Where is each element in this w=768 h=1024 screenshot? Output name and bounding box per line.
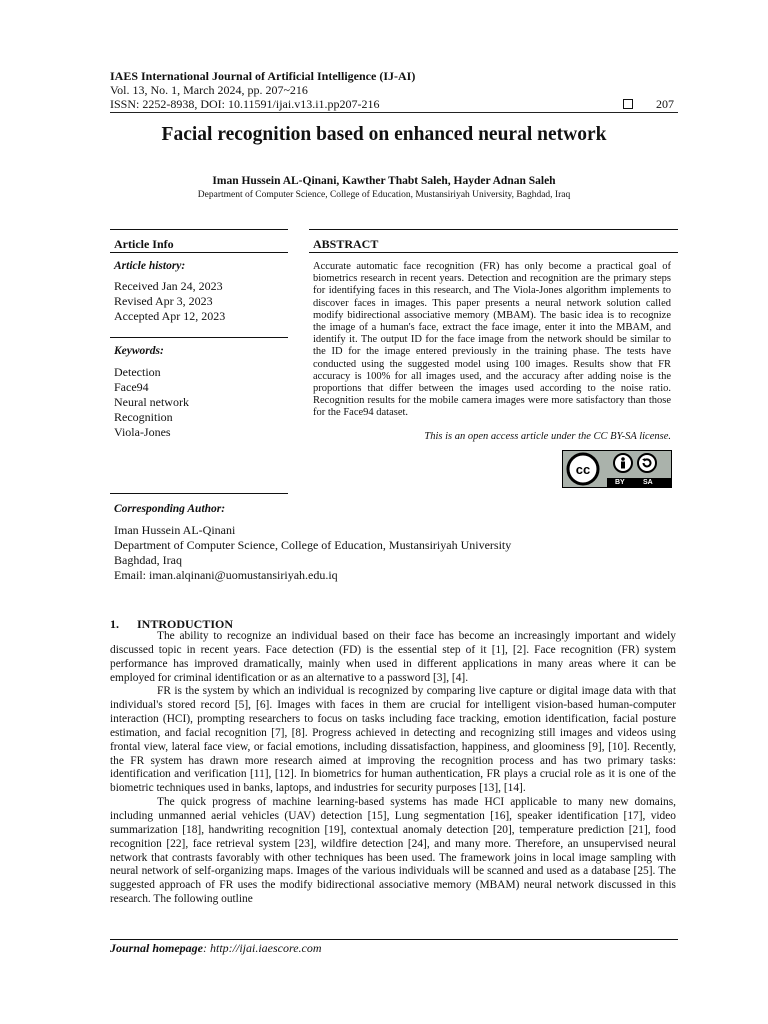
badge-by: BY: [615, 479, 625, 486]
paragraph: The quick progress of machine learning-based systems has made HCI applicable to many new domains, including unmanned aerial vehicles (UAV) detection [15], Lung segmentation [16], speaker identification [17], video summarization [18], handwriting recognition [19], contextual anomaly detection [20], temperature prediction [21], food recognition [22], face retrieval system [23], wildfire detection [24], and many more. Therefore, an unsupervised neural network that contrasts favorably with other techniques has been used. The framework joins in local image sampling with neural network of self-organizing maps. Images of the various individuals will be scanned and used as a database [25]. The suggested approach of FR uses the modify bidirectional associative memory (MBAM) neural network discussed in this research. The following outline: [110, 796, 676, 906]
author-name: Iman Hussein AL-Qinani: [114, 523, 236, 537]
authors: Iman Hussein AL-Qinani, Kawther Thabt Saleh, Hayder Adnan Saleh: [212, 175, 556, 187]
author-city: Baghdad, Iraq: [114, 553, 182, 567]
paragraph: FR is the system by which an individual is recognized by comparing live capture or digital image data with that individual's stored record [5], [6]. Images with faces in them are crucial for intelligent vision-based human-computer interaction (HCI), prompting researchers to focus on tasks including face tracking, emotion identification, facial posture estimation, and facial recognition [7], [8]. Progress achieved in detecting and recognizing still images and videos using frontal view, lateral face view, or facial emotions, including dissatisfaction, happiness, and gloominess [9], [10]. Recently, the FR system has drawn more research aimed at improving the recognition process and has two primary tasks: identification and verification [11], [12]. In biometrics for human authentication, FR plays a crucial role as it is one of the biometric techniques used in banks, laptops, and industries for security purposes [13], [14].: [110, 685, 676, 795]
article-info-bottom-rule: [110, 493, 288, 494]
introduction-body: [110, 630, 676, 907]
paper-title: Facial recognition based on enhanced neural network: [161, 124, 607, 145]
article-info-top-rule: [110, 229, 288, 230]
keywords-label: Keywords:: [114, 345, 164, 357]
corresponding-author-block: [114, 523, 511, 583]
keywords-list: [114, 365, 189, 440]
keyword-item: Detection: [114, 365, 161, 379]
homepage-url[interactable]: : http://ijai.iaescore.com: [203, 941, 322, 955]
history-revised: Revised Apr 3, 2023: [114, 294, 213, 308]
svg-text:cc: cc: [575, 462, 591, 477]
abstract-heading: ABSTRACT: [313, 237, 379, 251]
history-received: Received Jan 24, 2023: [114, 279, 223, 293]
corresponding-author-label: Corresponding Author:: [114, 503, 226, 515]
square-icon: [623, 99, 633, 109]
footer-divider: [110, 939, 678, 940]
author-email[interactable]: Email: iman.alqinani@uomustansiriyah.edu.iq: [114, 568, 338, 582]
affiliation: Department of Computer Science, College of Education, Mustansiriyah University, Baghdad, Iraq: [197, 190, 571, 200]
history-accepted: Accepted Apr 12, 2023: [114, 309, 226, 323]
author-department: Department of Computer Science, College of Education, Mustansiriyah University: [114, 538, 512, 552]
article-info-heading: Article Info: [114, 237, 174, 251]
issn-doi: ISSN: 2252-8938, DOI: 10.11591/ijai.v13.i1.pp207-216: [110, 97, 380, 111]
introduction-heading: 1. INTRODUCTION: [110, 617, 234, 631]
badge-band: [607, 478, 671, 487]
license-note: This is an open access article under the CC BY-SA license.: [424, 431, 671, 442]
volume-info: Vol. 13, No. 1, March 2024, pp. 207~216: [110, 83, 308, 97]
keyword-item: Neural network: [114, 395, 189, 409]
homepage-label: Journal homepage: [110, 941, 204, 955]
abstract-rule: [309, 252, 678, 253]
keyword-item: Recognition: [114, 410, 173, 424]
keyword-item: Viola-Jones: [114, 425, 171, 439]
keywords-rule: [110, 337, 288, 338]
journal-title: IAES International Journal of Artificial Intelligence (IJ-AI): [110, 69, 416, 83]
paragraph: The ability to recognize an individual based on their face has become an increasingly important and widely discussed topic in recent years. Face detection (FD) is the essential step of it [1], [2]. Face recognition (FR) system performance has improved dramatically, mainly when used in different applications in many areas where it can be employed for criminal identification or as an alternative to a password [3], [4].: [110, 630, 676, 684]
article-history-label: Article history:: [114, 260, 186, 272]
abstract-text: Accurate automatic face recognition (FR) has only become a practical goal of biometrics research in recent years. Detection and recognition are the primary steps for identifying faces in this research, and The Viola-Jones algorithm implements to discover faces in images. This paper presents a neural network solution called modify bidirectional associative memory (MBAM). The basic idea is to recognize the image of a human's face, extract the face image, enter it into the MBAM, and identify it. The output ID for the face image from the network should be similar to the ID for the image entered previously in the training phase. The tests have conducted using the suggested model using 100 images. Results show that FR accuracy is 100% for all images used, and the accuracy after adding noise is the proportions that differ between the images used according to the noise ratio. Recognition results for the mobile camera images were more satisfactory than those for the Face94 dataset.: [313, 261, 671, 419]
journal-homepage: [110, 941, 322, 956]
article-history: [114, 279, 225, 324]
cc-by-sa-badge[interactable]: [562, 450, 672, 488]
badge-sa: SA: [643, 479, 653, 486]
keyword-item: Face94: [114, 380, 149, 394]
article-info-rule: [110, 252, 288, 253]
header-divider: [110, 112, 678, 113]
page-number: 207: [656, 97, 674, 111]
abstract-top-rule: [309, 229, 678, 230]
